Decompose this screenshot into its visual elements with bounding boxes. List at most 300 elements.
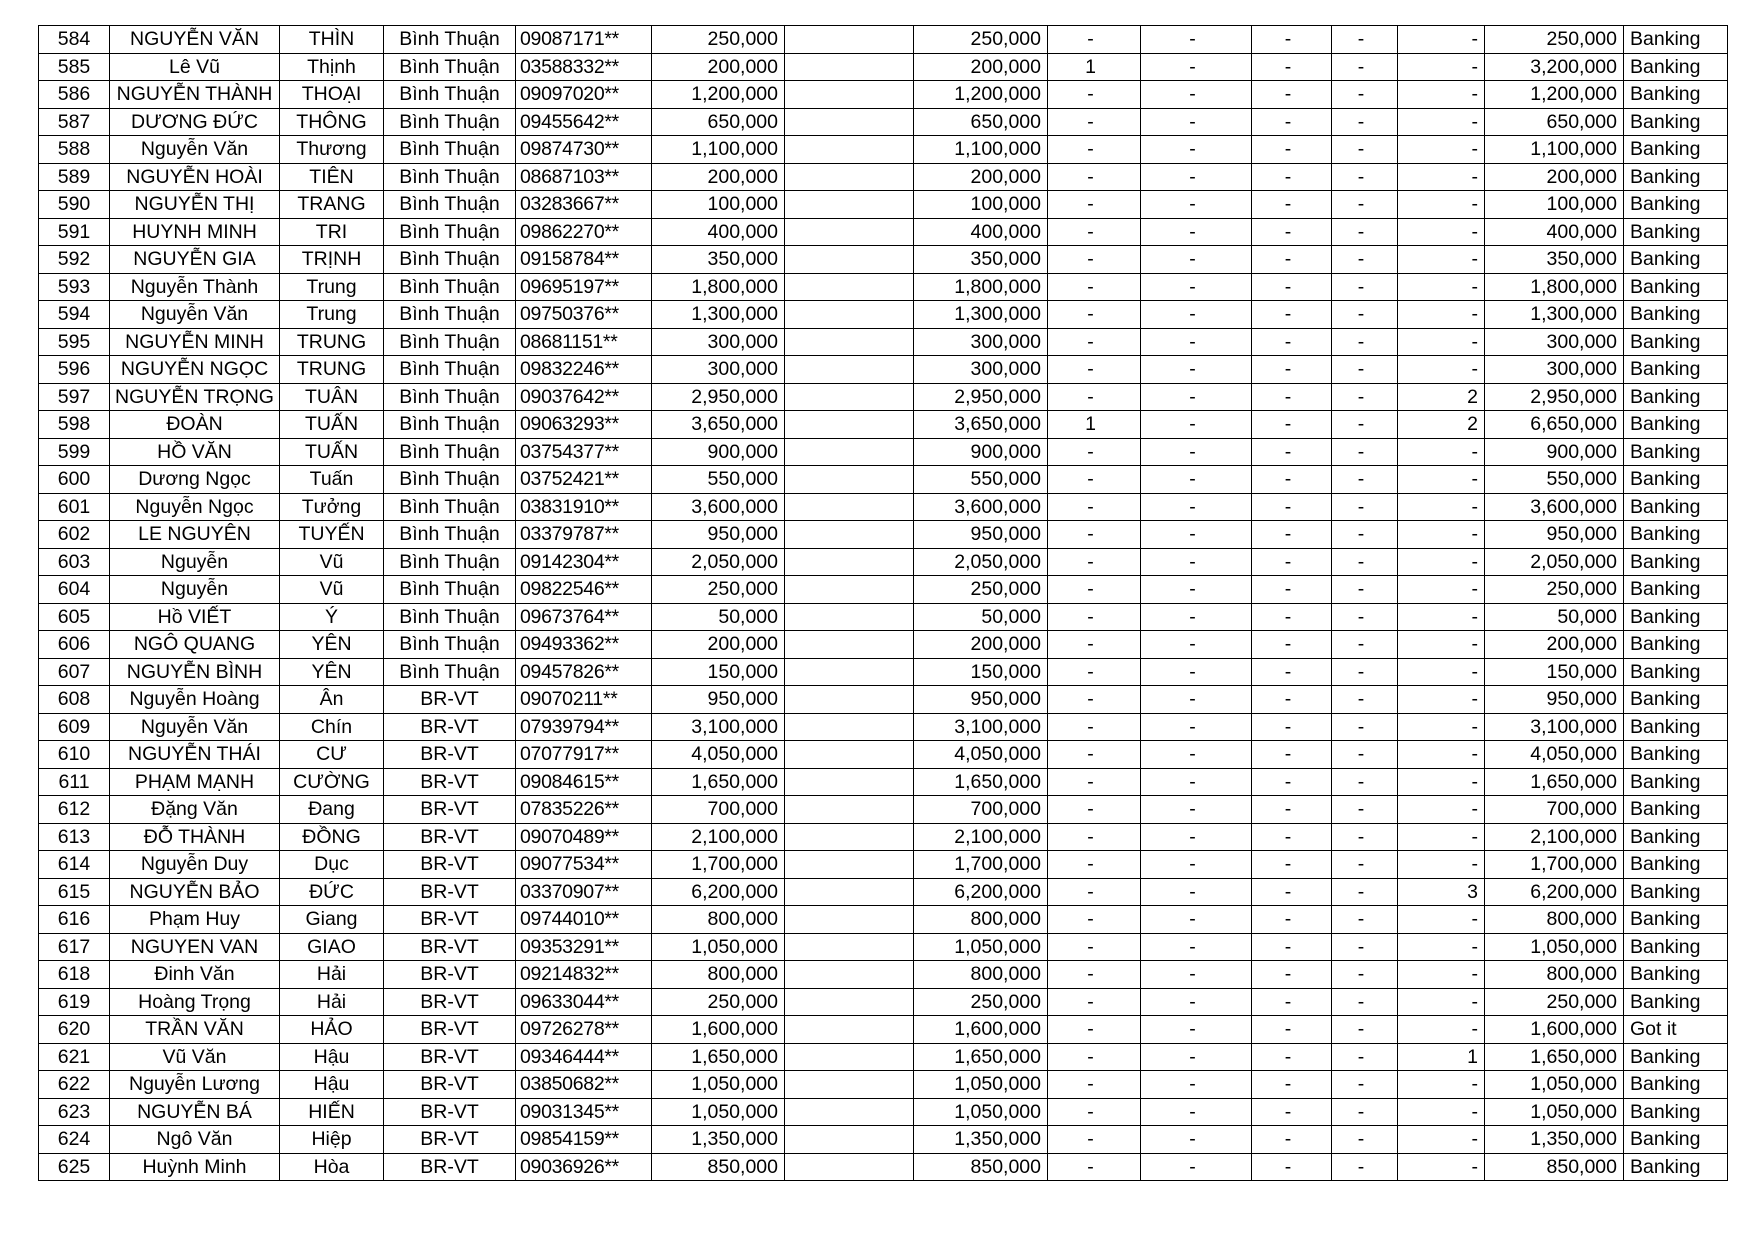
subtotal: 3,100,000 xyxy=(914,713,1048,741)
count-col-1: - xyxy=(1048,1071,1141,1099)
count-col-2: - xyxy=(1141,108,1252,136)
count-col-4: - xyxy=(1332,273,1398,301)
first-name: NGUYỄN NGỌC xyxy=(110,356,280,384)
phone-number: 09832246** xyxy=(516,356,652,384)
subtotal: 1,200,000 xyxy=(914,81,1048,109)
count-col-5: - xyxy=(1398,466,1485,494)
count-col-3: - xyxy=(1252,521,1332,549)
count-col-1: - xyxy=(1048,383,1141,411)
payment-method: Banking xyxy=(1624,53,1728,81)
given-name: Hải xyxy=(280,988,384,1016)
count-col-4: - xyxy=(1332,686,1398,714)
payment-method: Banking xyxy=(1624,1126,1728,1154)
province: BR-VT xyxy=(384,713,516,741)
phone-number: 09493362** xyxy=(516,631,652,659)
first-name: TRẦN VĂN xyxy=(110,1016,280,1044)
count-col-4: - xyxy=(1332,1126,1398,1154)
payment-method: Banking xyxy=(1624,796,1728,824)
total-amount: 950,000 xyxy=(1485,686,1624,714)
first-name: NGUYỄN VĂN xyxy=(110,26,280,54)
table-row xyxy=(39,548,1728,576)
phone-number: 09070211** xyxy=(516,686,652,714)
total-amount: 1,100,000 xyxy=(1485,136,1624,164)
province: Bình Thuận xyxy=(384,81,516,109)
count-col-4: - xyxy=(1332,81,1398,109)
given-name: TRI xyxy=(280,218,384,246)
amount: 800,000 xyxy=(652,906,785,934)
row-number: 585 xyxy=(39,53,110,81)
table-row xyxy=(39,493,1728,521)
count-col-5: - xyxy=(1398,1016,1485,1044)
blank-cell xyxy=(785,246,914,274)
first-name: NGUYỄN THỊ xyxy=(110,191,280,219)
given-name: Thương xyxy=(280,136,384,164)
payment-method: Banking xyxy=(1624,631,1728,659)
given-name: TIÊN xyxy=(280,163,384,191)
count-col-3: - xyxy=(1252,191,1332,219)
count-col-3: - xyxy=(1252,136,1332,164)
given-name: YÊN xyxy=(280,658,384,686)
given-name: THÌN xyxy=(280,26,384,54)
count-col-3: - xyxy=(1252,658,1332,686)
subtotal: 1,100,000 xyxy=(914,136,1048,164)
count-col-1: - xyxy=(1048,521,1141,549)
table-row xyxy=(39,108,1728,136)
count-col-3: - xyxy=(1252,906,1332,934)
amount: 300,000 xyxy=(652,328,785,356)
amount: 3,650,000 xyxy=(652,411,785,439)
count-col-2: - xyxy=(1141,631,1252,659)
payment-method: Banking xyxy=(1624,411,1728,439)
amount: 300,000 xyxy=(652,356,785,384)
count-col-5: - xyxy=(1398,246,1485,274)
count-col-4: - xyxy=(1332,1043,1398,1071)
phone-number: 09142304** xyxy=(516,548,652,576)
count-col-3: - xyxy=(1252,933,1332,961)
row-number: 604 xyxy=(39,576,110,604)
first-name: Đặng Văn xyxy=(110,796,280,824)
count-col-1: - xyxy=(1048,933,1141,961)
given-name: Trung xyxy=(280,301,384,329)
given-name: Trung xyxy=(280,273,384,301)
total-amount: 3,600,000 xyxy=(1485,493,1624,521)
first-name: Nguyễn Thành xyxy=(110,273,280,301)
payment-method: Banking xyxy=(1624,961,1728,989)
subtotal: 1,050,000 xyxy=(914,1071,1048,1099)
count-col-4: - xyxy=(1332,796,1398,824)
row-number: 601 xyxy=(39,493,110,521)
total-amount: 800,000 xyxy=(1485,961,1624,989)
blank-cell xyxy=(785,1126,914,1154)
count-col-5: - xyxy=(1398,1126,1485,1154)
amount: 1,600,000 xyxy=(652,1016,785,1044)
count-col-4: - xyxy=(1332,548,1398,576)
table-row xyxy=(39,136,1728,164)
payment-method: Banking xyxy=(1624,81,1728,109)
row-number: 620 xyxy=(39,1016,110,1044)
table-row xyxy=(39,603,1728,631)
amount: 800,000 xyxy=(652,961,785,989)
total-amount: 2,050,000 xyxy=(1485,548,1624,576)
table-row xyxy=(39,191,1728,219)
count-col-5: 3 xyxy=(1398,878,1485,906)
count-col-1: - xyxy=(1048,741,1141,769)
phone-number: 09087171** xyxy=(516,26,652,54)
count-col-3: - xyxy=(1252,163,1332,191)
amount: 1,800,000 xyxy=(652,273,785,301)
phone-number: 09063293** xyxy=(516,411,652,439)
first-name: Phạm Huy xyxy=(110,906,280,934)
count-col-4: - xyxy=(1332,603,1398,631)
first-name: NGUYỄN THÀNH xyxy=(110,81,280,109)
count-col-3: - xyxy=(1252,301,1332,329)
subtotal: 250,000 xyxy=(914,988,1048,1016)
payment-method: Banking xyxy=(1624,658,1728,686)
blank-cell xyxy=(785,851,914,879)
subtotal: 50,000 xyxy=(914,603,1048,631)
blank-cell xyxy=(785,81,914,109)
count-col-1: - xyxy=(1048,493,1141,521)
province: BR-VT xyxy=(384,1071,516,1099)
given-name: TUYẾN xyxy=(280,521,384,549)
blank-cell xyxy=(785,383,914,411)
total-amount: 250,000 xyxy=(1485,988,1624,1016)
row-number: 613 xyxy=(39,823,110,851)
phone-number: 09874730** xyxy=(516,136,652,164)
count-col-2: - xyxy=(1141,851,1252,879)
province: Bình Thuận xyxy=(384,603,516,631)
count-col-3: - xyxy=(1252,1071,1332,1099)
table-row xyxy=(39,53,1728,81)
table-row xyxy=(39,81,1728,109)
subtotal: 200,000 xyxy=(914,163,1048,191)
blank-cell xyxy=(785,191,914,219)
first-name: Đinh Văn xyxy=(110,961,280,989)
province: BR-VT xyxy=(384,1098,516,1126)
given-name: Tuấn xyxy=(280,466,384,494)
count-col-2: - xyxy=(1141,218,1252,246)
phone-number: 09037642** xyxy=(516,383,652,411)
given-name: HẢO xyxy=(280,1016,384,1044)
count-col-4: - xyxy=(1332,741,1398,769)
payment-method: Banking xyxy=(1624,301,1728,329)
table-row xyxy=(39,988,1728,1016)
count-col-3: - xyxy=(1252,878,1332,906)
row-number: 618 xyxy=(39,961,110,989)
count-col-1: - xyxy=(1048,768,1141,796)
row-number: 599 xyxy=(39,438,110,466)
count-col-3: - xyxy=(1252,273,1332,301)
total-amount: 1,200,000 xyxy=(1485,81,1624,109)
count-col-2: - xyxy=(1141,1016,1252,1044)
row-number: 605 xyxy=(39,603,110,631)
table-row xyxy=(39,1098,1728,1126)
first-name: LE NGUYÊN xyxy=(110,521,280,549)
subtotal: 800,000 xyxy=(914,961,1048,989)
phone-number: 03370907** xyxy=(516,878,652,906)
province: Bình Thuận xyxy=(384,273,516,301)
count-col-3: - xyxy=(1252,823,1332,851)
table-row xyxy=(39,851,1728,879)
blank-cell xyxy=(785,1098,914,1126)
phone-number: 08681151** xyxy=(516,328,652,356)
total-amount: 300,000 xyxy=(1485,328,1624,356)
count-col-2: - xyxy=(1141,548,1252,576)
blank-cell xyxy=(785,438,914,466)
province: Bình Thuận xyxy=(384,356,516,384)
blank-cell xyxy=(785,548,914,576)
count-col-4: - xyxy=(1332,53,1398,81)
count-col-1: - xyxy=(1048,713,1141,741)
given-name: GIAO xyxy=(280,933,384,961)
total-amount: 300,000 xyxy=(1485,356,1624,384)
count-col-5: - xyxy=(1398,713,1485,741)
payment-method: Banking xyxy=(1624,1071,1728,1099)
count-col-5: - xyxy=(1398,933,1485,961)
count-col-1: - xyxy=(1048,686,1141,714)
count-col-5: - xyxy=(1398,741,1485,769)
blank-cell xyxy=(785,713,914,741)
phone-number: 09031345** xyxy=(516,1098,652,1126)
total-amount: 1,800,000 xyxy=(1485,273,1624,301)
count-col-3: - xyxy=(1252,466,1332,494)
subtotal: 3,650,000 xyxy=(914,411,1048,439)
amount: 700,000 xyxy=(652,796,785,824)
subtotal: 3,600,000 xyxy=(914,493,1048,521)
count-col-4: - xyxy=(1332,878,1398,906)
phone-number: 03850682** xyxy=(516,1071,652,1099)
amount: 850,000 xyxy=(652,1153,785,1181)
row-number: 612 xyxy=(39,796,110,824)
amount: 3,600,000 xyxy=(652,493,785,521)
count-col-5: - xyxy=(1398,81,1485,109)
given-name: ĐỨC xyxy=(280,878,384,906)
count-col-2: - xyxy=(1141,1098,1252,1126)
count-col-1: - xyxy=(1048,81,1141,109)
province: Bình Thuận xyxy=(384,191,516,219)
payment-method: Banking xyxy=(1624,576,1728,604)
count-col-1: 1 xyxy=(1048,411,1141,439)
blank-cell xyxy=(785,686,914,714)
first-name: Nguyễn xyxy=(110,576,280,604)
given-name: Tưởng xyxy=(280,493,384,521)
province: Bình Thuận xyxy=(384,136,516,164)
count-col-4: - xyxy=(1332,301,1398,329)
first-name: NGUYỄN BẢO xyxy=(110,878,280,906)
amount: 900,000 xyxy=(652,438,785,466)
count-col-5: - xyxy=(1398,658,1485,686)
count-col-4: - xyxy=(1332,246,1398,274)
phone-number: 07077917** xyxy=(516,741,652,769)
count-col-2: - xyxy=(1141,438,1252,466)
count-col-3: - xyxy=(1252,1153,1332,1181)
phone-number: 09070489** xyxy=(516,823,652,851)
count-col-5: - xyxy=(1398,823,1485,851)
count-col-1: - xyxy=(1048,796,1141,824)
first-name: ĐOÀN xyxy=(110,411,280,439)
blank-cell xyxy=(785,26,914,54)
count-col-3: - xyxy=(1252,1016,1332,1044)
count-col-2: - xyxy=(1141,686,1252,714)
total-amount: 550,000 xyxy=(1485,466,1624,494)
count-col-4: - xyxy=(1332,438,1398,466)
count-col-1: - xyxy=(1048,136,1141,164)
count-col-4: - xyxy=(1332,933,1398,961)
count-col-2: - xyxy=(1141,933,1252,961)
blank-cell xyxy=(785,961,914,989)
count-col-4: - xyxy=(1332,1098,1398,1126)
given-name: Ý xyxy=(280,603,384,631)
province: Bình Thuận xyxy=(384,108,516,136)
given-name: Hậu xyxy=(280,1071,384,1099)
payment-method: Banking xyxy=(1624,1153,1728,1181)
phone-number: 07939794** xyxy=(516,713,652,741)
count-col-4: - xyxy=(1332,26,1398,54)
count-col-4: - xyxy=(1332,163,1398,191)
row-number: 584 xyxy=(39,26,110,54)
total-amount: 200,000 xyxy=(1485,631,1624,659)
subtotal: 1,650,000 xyxy=(914,768,1048,796)
given-name: THOẠI xyxy=(280,81,384,109)
phone-number: 09455642** xyxy=(516,108,652,136)
count-col-2: - xyxy=(1141,163,1252,191)
count-col-5: - xyxy=(1398,136,1485,164)
count-col-4: - xyxy=(1332,961,1398,989)
total-amount: 50,000 xyxy=(1485,603,1624,631)
blank-cell xyxy=(785,796,914,824)
subtotal: 2,950,000 xyxy=(914,383,1048,411)
province: BR-VT xyxy=(384,1043,516,1071)
table-row xyxy=(39,466,1728,494)
subtotal: 650,000 xyxy=(914,108,1048,136)
count-col-4: - xyxy=(1332,356,1398,384)
amount: 1,050,000 xyxy=(652,933,785,961)
count-col-2: - xyxy=(1141,273,1252,301)
phone-number: 09822546** xyxy=(516,576,652,604)
given-name: Hải xyxy=(280,961,384,989)
total-amount: 1,050,000 xyxy=(1485,933,1624,961)
row-number: 600 xyxy=(39,466,110,494)
phone-number: 09862270** xyxy=(516,218,652,246)
count-col-1: - xyxy=(1048,961,1141,989)
count-col-1: 1 xyxy=(1048,53,1141,81)
province: BR-VT xyxy=(384,906,516,934)
first-name: Dương Ngọc xyxy=(110,466,280,494)
table-row xyxy=(39,521,1728,549)
payment-method: Banking xyxy=(1624,933,1728,961)
table-row xyxy=(39,1126,1728,1154)
total-amount: 400,000 xyxy=(1485,218,1624,246)
amount: 3,100,000 xyxy=(652,713,785,741)
province: Bình Thuận xyxy=(384,466,516,494)
first-name: PHẠM MẠNH xyxy=(110,768,280,796)
total-amount: 3,100,000 xyxy=(1485,713,1624,741)
subtotal: 250,000 xyxy=(914,26,1048,54)
count-col-5: - xyxy=(1398,218,1485,246)
row-number: 611 xyxy=(39,768,110,796)
payment-method: Got it xyxy=(1624,1016,1728,1044)
amount: 1,650,000 xyxy=(652,1043,785,1071)
first-name: Hoàng Trọng xyxy=(110,988,280,1016)
row-number: 587 xyxy=(39,108,110,136)
amount: 250,000 xyxy=(652,988,785,1016)
blank-cell xyxy=(785,988,914,1016)
count-col-3: - xyxy=(1252,576,1332,604)
count-col-2: - xyxy=(1141,26,1252,54)
table-row xyxy=(39,1071,1728,1099)
count-col-5: - xyxy=(1398,548,1485,576)
province: Bình Thuận xyxy=(384,53,516,81)
count-col-4: - xyxy=(1332,191,1398,219)
payment-method: Banking xyxy=(1624,136,1728,164)
given-name: TRUNG xyxy=(280,356,384,384)
amount: 200,000 xyxy=(652,53,785,81)
blank-cell xyxy=(785,658,914,686)
count-col-3: - xyxy=(1252,851,1332,879)
blank-cell xyxy=(785,933,914,961)
row-number: 592 xyxy=(39,246,110,274)
first-name: NGUYEN VAN xyxy=(110,933,280,961)
table-row xyxy=(39,383,1728,411)
row-number: 593 xyxy=(39,273,110,301)
first-name: NGUYỄN TRỌNG xyxy=(110,383,280,411)
amount: 250,000 xyxy=(652,576,785,604)
count-col-2: - xyxy=(1141,961,1252,989)
table-row xyxy=(39,823,1728,851)
province: BR-VT xyxy=(384,878,516,906)
count-col-1: - xyxy=(1048,1126,1141,1154)
province: BR-VT xyxy=(384,1126,516,1154)
amount: 1,050,000 xyxy=(652,1098,785,1126)
province: Bình Thuận xyxy=(384,658,516,686)
blank-cell xyxy=(785,301,914,329)
first-name: NGUYỄN BÌNH xyxy=(110,658,280,686)
blank-cell xyxy=(785,1071,914,1099)
payout-table xyxy=(38,25,1728,1181)
given-name: Chín xyxy=(280,713,384,741)
amount: 250,000 xyxy=(652,26,785,54)
total-amount: 2,100,000 xyxy=(1485,823,1624,851)
blank-cell xyxy=(785,136,914,164)
count-col-1: - xyxy=(1048,988,1141,1016)
count-col-3: - xyxy=(1252,961,1332,989)
total-amount: 900,000 xyxy=(1485,438,1624,466)
row-number: 589 xyxy=(39,163,110,191)
total-amount: 1,050,000 xyxy=(1485,1098,1624,1126)
province: Bình Thuận xyxy=(384,438,516,466)
phone-number: 09084615** xyxy=(516,768,652,796)
province: Bình Thuận xyxy=(384,328,516,356)
count-col-4: - xyxy=(1332,383,1398,411)
table-row xyxy=(39,658,1728,686)
count-col-2: - xyxy=(1141,878,1252,906)
count-col-4: - xyxy=(1332,823,1398,851)
first-name: HUYNH MINH xyxy=(110,218,280,246)
given-name: CƯ xyxy=(280,741,384,769)
table-row xyxy=(39,301,1728,329)
phone-number: 03379787** xyxy=(516,521,652,549)
total-amount: 250,000 xyxy=(1485,26,1624,54)
count-col-5: - xyxy=(1398,273,1485,301)
blank-cell xyxy=(785,768,914,796)
count-col-3: - xyxy=(1252,1098,1332,1126)
amount: 6,200,000 xyxy=(652,878,785,906)
payment-method: Banking xyxy=(1624,466,1728,494)
province: Bình Thuận xyxy=(384,631,516,659)
payment-method: Banking xyxy=(1624,713,1728,741)
payment-method: Banking xyxy=(1624,548,1728,576)
table-row xyxy=(39,933,1728,961)
